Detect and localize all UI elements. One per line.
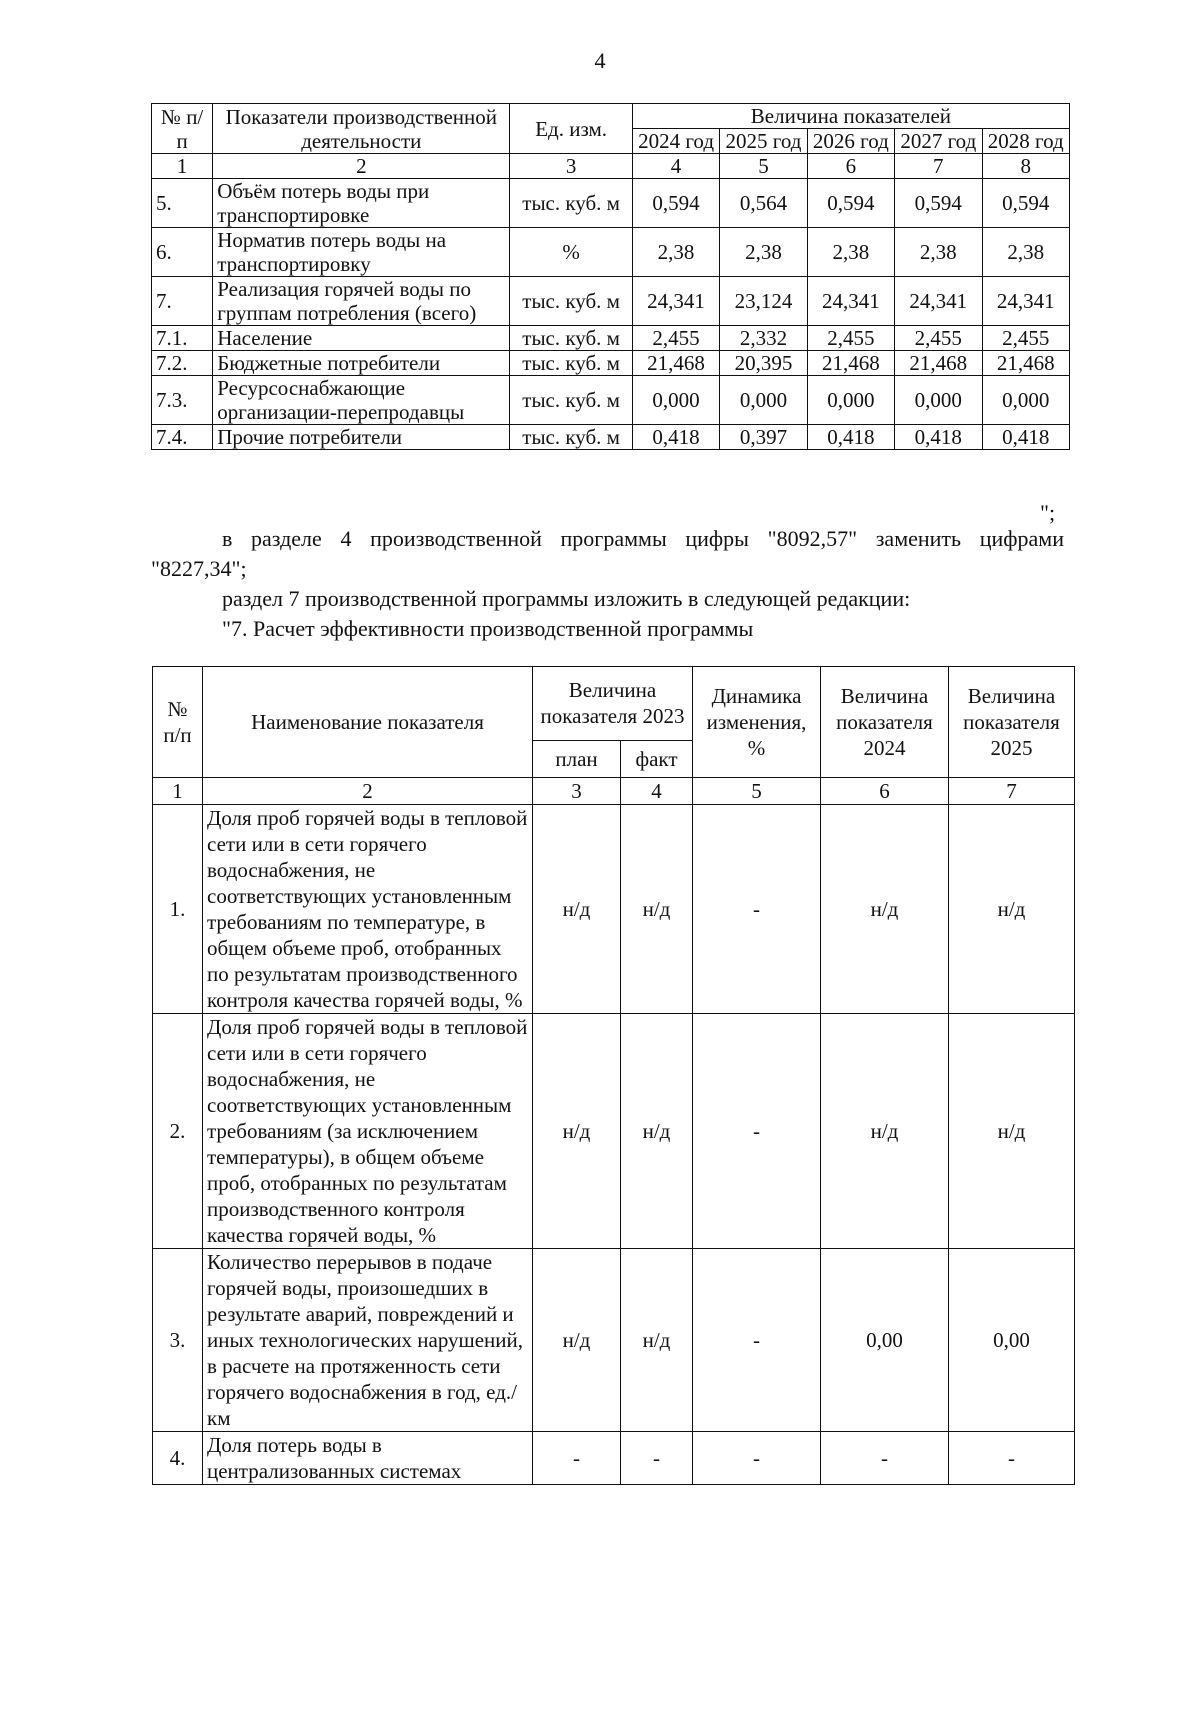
row-value: 2,455	[895, 326, 982, 351]
row-name: Количество перерывов в подаче горячей воды, произошедших в результате аварий, повреждений и иных технологических нарушений, в расчете на протяженность сети горячего водоснабжения в год, ед./км	[203, 1249, 533, 1432]
row-dynamics: -	[693, 1432, 821, 1485]
row-value-2024: н/д	[821, 805, 949, 1014]
row-value: 0,397	[720, 425, 807, 450]
row-value: 0,418	[807, 425, 894, 450]
row-name: Ресурсоснабжающие организации-перепродавцы	[213, 376, 510, 425]
row-value: 2,455	[632, 326, 719, 351]
row-value: 0,564	[720, 179, 807, 228]
table-row	[153, 1014, 1075, 1249]
amendment-paragraph: в разделе 4 производственной программы цифры "8092,57" заменить цифрами	[222, 526, 1064, 551]
col-number: 4	[632, 154, 719, 179]
row-name: Население	[213, 326, 510, 351]
row-num: 7.3.	[152, 376, 213, 425]
row-value: 0,418	[895, 425, 982, 450]
row-plan: н/д	[533, 805, 621, 1014]
row-value: 21,468	[895, 351, 982, 376]
row-name: Реализация горячей воды по группам потребления (всего)	[213, 277, 510, 326]
col-number: 3	[533, 778, 621, 805]
row-dynamics: -	[693, 1249, 821, 1432]
row-fact: н/д	[621, 1249, 693, 1432]
row-fact: н/д	[621, 805, 693, 1014]
header-year: 2028 год	[982, 129, 1069, 154]
row-name: Доля потерь воды в централизованных системах	[203, 1432, 533, 1485]
table-row	[153, 1249, 1075, 1432]
row-value: 24,341	[982, 277, 1069, 326]
amendment-paragraph-continuation: "8227,34";	[151, 556, 247, 581]
efficiency-table	[152, 666, 1075, 1485]
row-unit: тыс. куб. м	[510, 351, 632, 376]
table-row	[152, 179, 1070, 228]
header-dynamics: Динамика изменения, %	[693, 667, 821, 778]
table-close-quote: ";	[1040, 500, 1056, 525]
row-value: 0,000	[720, 376, 807, 425]
row-name: Прочие потребители	[213, 425, 510, 450]
header-year: 2024 год	[632, 129, 719, 154]
row-value: 0,000	[895, 376, 982, 425]
header-num: № п/п	[153, 667, 203, 778]
row-num: 3.	[153, 1249, 203, 1432]
col-number: 5	[693, 778, 821, 805]
row-value: 0,000	[982, 376, 1069, 425]
row-name: Норматив потерь воды на транспортировку	[213, 228, 510, 277]
row-plan: н/д	[533, 1014, 621, 1249]
col-number: 4	[621, 778, 693, 805]
section-7-instruction: раздел 7 производственной программы изложить в следующей редакции:	[222, 586, 911, 611]
col-number: 2	[213, 154, 510, 179]
col-number: 5	[720, 154, 807, 179]
col-number: 2	[203, 778, 533, 805]
row-name: Бюджетные потребители	[213, 351, 510, 376]
row-value: 2,455	[807, 326, 894, 351]
header-values-group: Величина показателей	[632, 104, 1069, 129]
row-value: 2,38	[895, 228, 982, 277]
row-value-2025: н/д	[949, 805, 1075, 1014]
row-value: 24,341	[807, 277, 894, 326]
row-num: 7.4.	[152, 425, 213, 450]
row-value: 21,468	[632, 351, 719, 376]
row-value: 21,468	[982, 351, 1069, 376]
row-value: 2,38	[807, 228, 894, 277]
row-value: 21,468	[807, 351, 894, 376]
header-plan: план	[533, 740, 621, 777]
row-value: 0,000	[807, 376, 894, 425]
row-value-2025: н/д	[949, 1014, 1075, 1249]
table-row	[152, 425, 1070, 450]
row-value: 0,418	[632, 425, 719, 450]
header-fact: факт	[621, 740, 693, 777]
row-value-2025: -	[949, 1432, 1075, 1485]
row-value-2024: н/д	[821, 1014, 949, 1249]
row-value: 2,38	[632, 228, 719, 277]
header-value-2024: Величина показателя 2024	[821, 667, 949, 778]
row-plan: -	[533, 1432, 621, 1485]
header-year: 2026 год	[807, 129, 894, 154]
header-year: 2025 год	[720, 129, 807, 154]
row-value: 0,418	[982, 425, 1069, 450]
table-row	[152, 228, 1070, 277]
header-num: № п/п	[152, 104, 213, 154]
row-num: 7.1.	[152, 326, 213, 351]
row-unit: тыс. куб. м	[510, 425, 632, 450]
col-number: 6	[821, 778, 949, 805]
table-row	[152, 351, 1070, 376]
table-row	[153, 805, 1075, 1014]
row-num: 7.	[152, 277, 213, 326]
col-number: 1	[152, 154, 213, 179]
row-value: 2,332	[720, 326, 807, 351]
row-value: 2,38	[720, 228, 807, 277]
row-num: 5.	[152, 179, 213, 228]
row-value: 24,341	[895, 277, 982, 326]
row-value: 2,38	[982, 228, 1069, 277]
header-unit: Ед. изм.	[510, 104, 632, 154]
row-plan: н/д	[533, 1249, 621, 1432]
row-num: 4.	[153, 1432, 203, 1485]
row-num: 6.	[152, 228, 213, 277]
row-dynamics: -	[693, 805, 821, 1014]
row-dynamics: -	[693, 1014, 821, 1249]
col-number: 1	[153, 778, 203, 805]
row-value: 0,594	[895, 179, 982, 228]
row-name: Объём потерь воды при транспортировке	[213, 179, 510, 228]
row-value: 20,395	[720, 351, 807, 376]
column-number-row	[152, 154, 1070, 179]
header-name: Наименование показателя	[203, 667, 533, 778]
table-row	[152, 326, 1070, 351]
row-num: 7.2.	[152, 351, 213, 376]
col-number: 7	[895, 154, 982, 179]
row-value: 2,455	[982, 326, 1069, 351]
row-value: 0,594	[982, 179, 1069, 228]
row-name: Доля проб горячей воды в тепловой сети или в сети горячего водоснабжения, не соответствующих установленным требованиям (за исключением температуры), в общем объеме проб, отобранных по результатам производственного контроля качества горячей воды, %	[203, 1014, 533, 1249]
col-number: 7	[949, 778, 1075, 805]
row-num: 1.	[153, 805, 203, 1014]
header-year: 2027 год	[895, 129, 982, 154]
row-value: 24,341	[632, 277, 719, 326]
page-number: 4	[594, 48, 606, 73]
col-number: 8	[982, 154, 1069, 179]
row-fact: н/д	[621, 1014, 693, 1249]
row-unit: тыс. куб. м	[510, 277, 632, 326]
column-number-row	[153, 778, 1075, 805]
row-value: 23,124	[720, 277, 807, 326]
row-value-2024: -	[821, 1432, 949, 1485]
table-row	[152, 376, 1070, 425]
col-number: 6	[807, 154, 894, 179]
col-number: 3	[510, 154, 632, 179]
row-name: Доля проб горячей воды в тепловой сети или в сети горячего водоснабжения, не соответствующих установленным требованиям по температуре, в общем объеме проб, отобранных по результатам производственного контроля качества горячей воды, %	[203, 805, 533, 1014]
row-unit: тыс. куб. м	[510, 376, 632, 425]
row-unit: тыс. куб. м	[510, 326, 632, 351]
row-unit: %	[510, 228, 632, 277]
row-value: 0,594	[807, 179, 894, 228]
header-value-2023: Величина показателя 2023	[533, 667, 693, 741]
section-7-heading: "7. Расчет эффективности производственной программы	[222, 616, 754, 641]
table-row	[152, 277, 1070, 326]
production-indicators-table	[151, 103, 1070, 450]
row-value: 0,000	[632, 376, 719, 425]
table-row	[153, 1432, 1075, 1485]
row-num: 2.	[153, 1014, 203, 1249]
row-value: 0,594	[632, 179, 719, 228]
row-value-2024: 0,00	[821, 1249, 949, 1432]
header-indicator: Показатели производственной деятельности	[213, 104, 510, 154]
header-value-2025: Величина показателя 2025	[949, 667, 1075, 778]
row-value-2025: 0,00	[949, 1249, 1075, 1432]
row-unit: тыс. куб. м	[510, 179, 632, 228]
row-fact: -	[621, 1432, 693, 1485]
